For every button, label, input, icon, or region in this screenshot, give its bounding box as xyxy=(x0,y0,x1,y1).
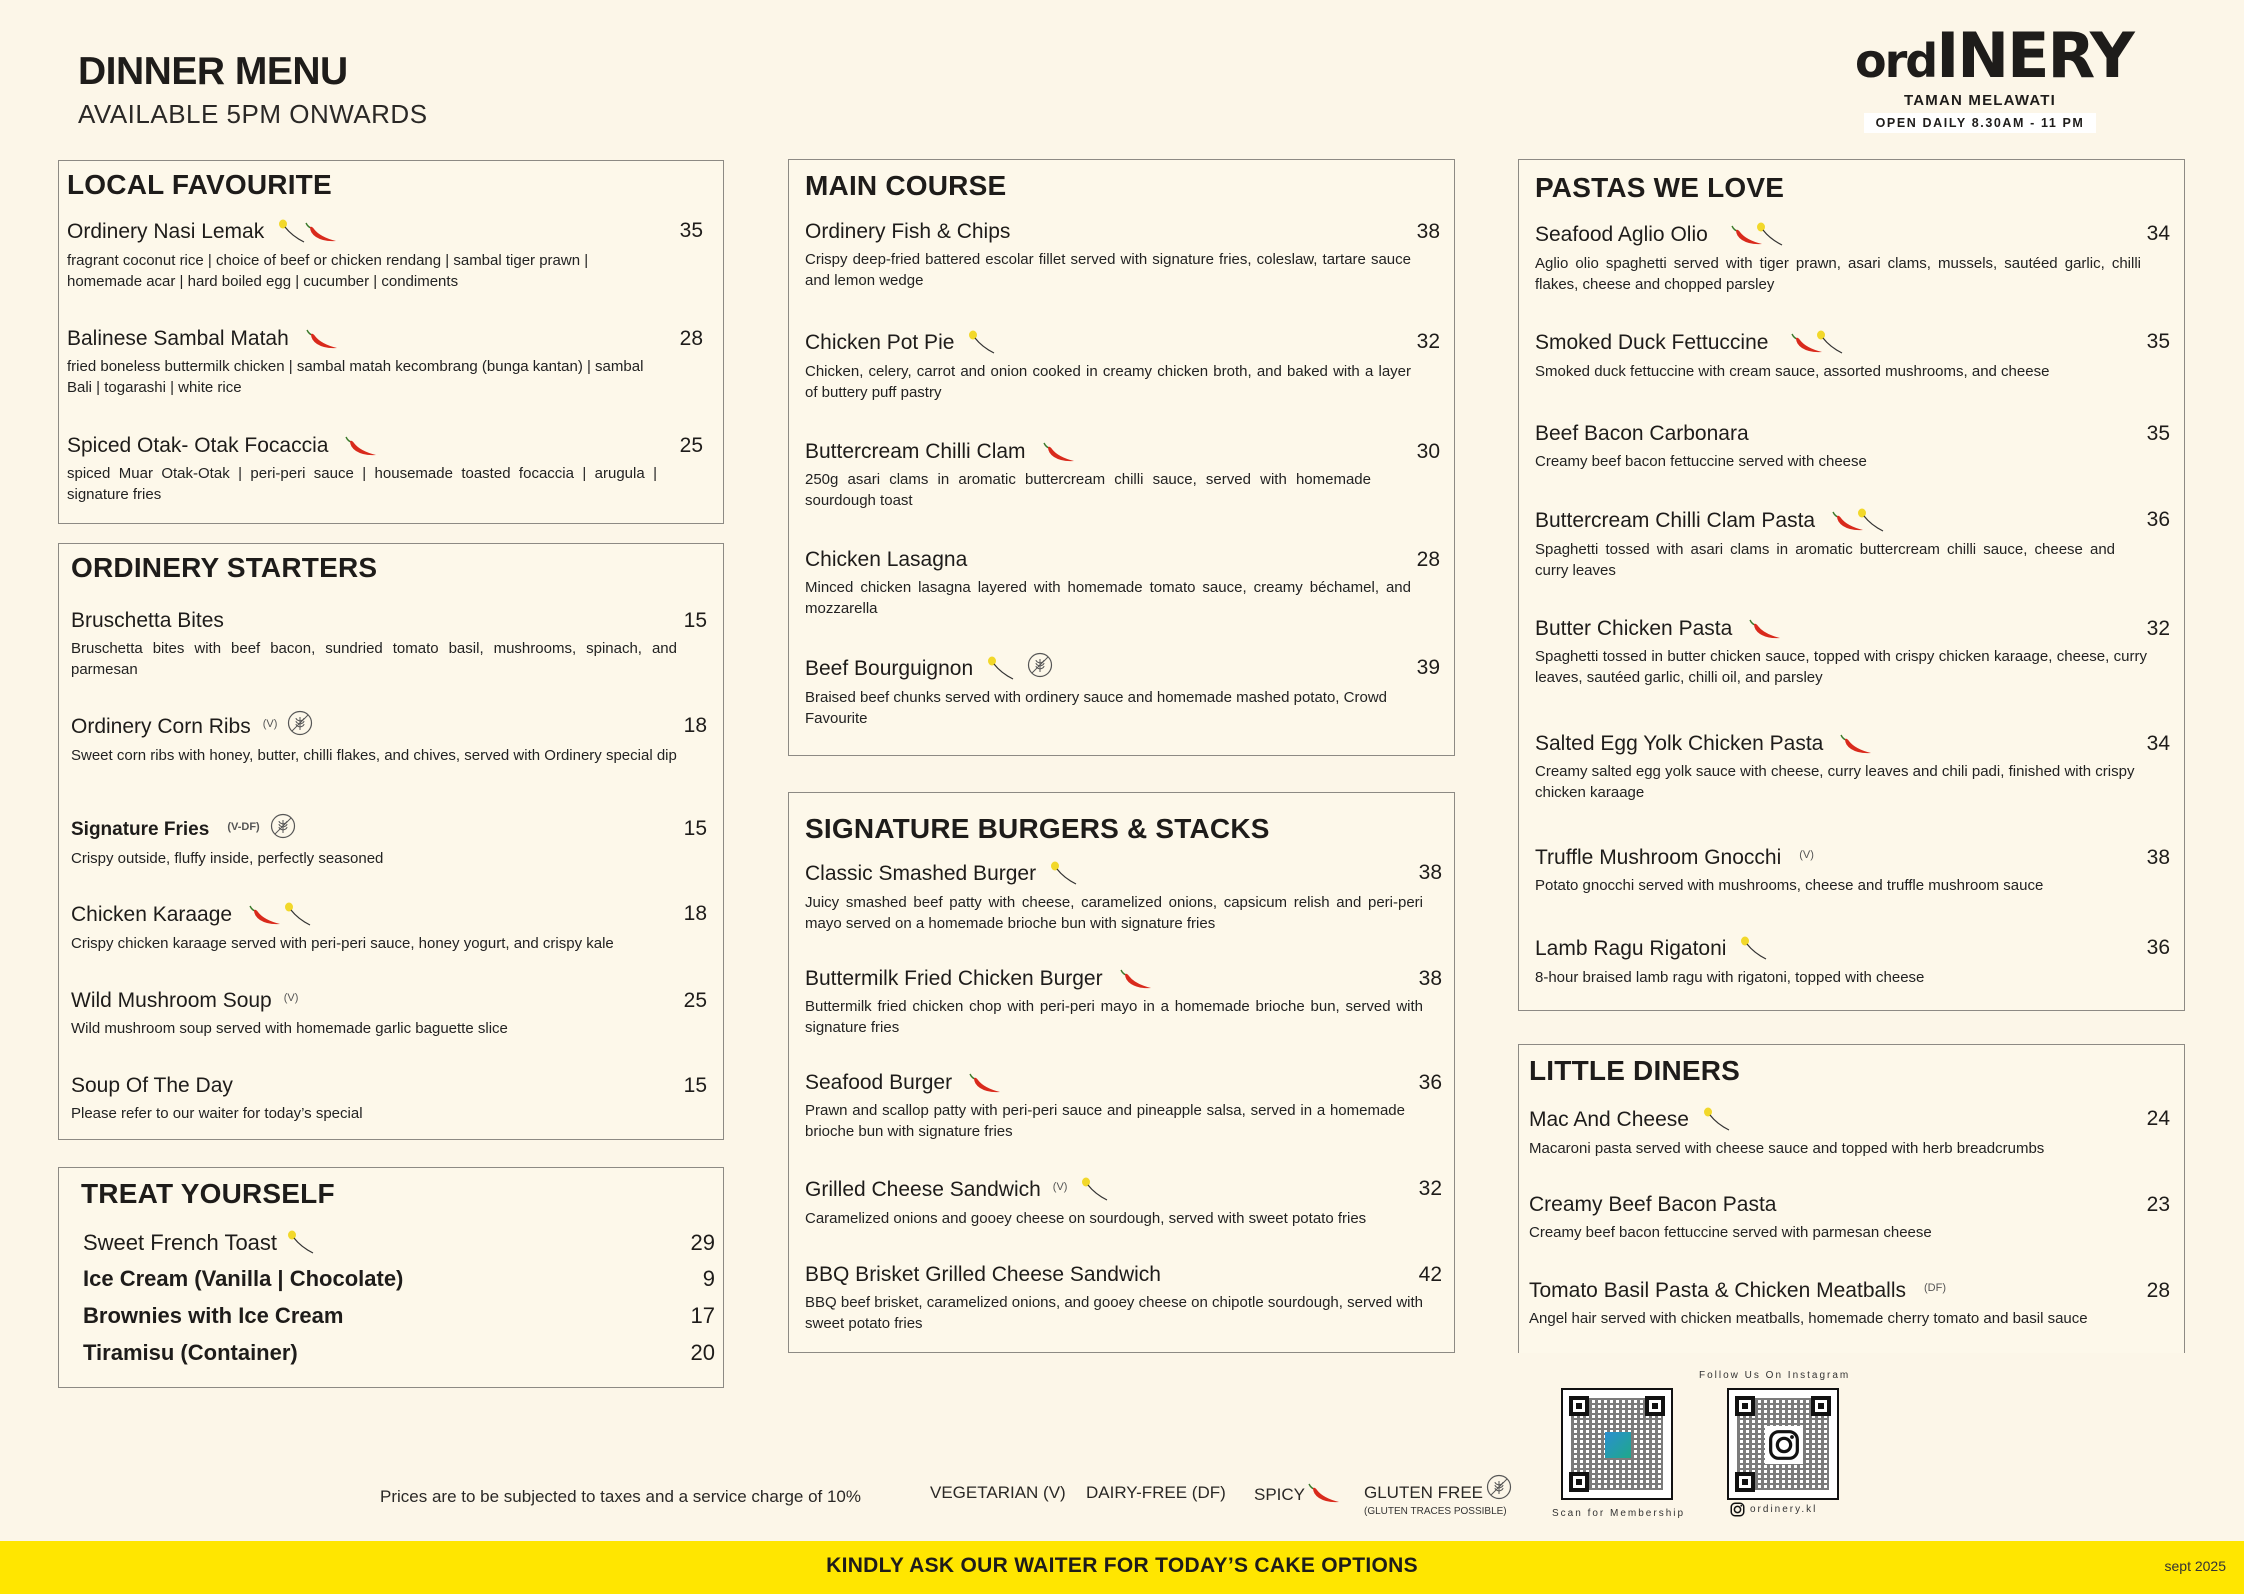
membership-app-logo xyxy=(1605,1432,1631,1458)
menu-item xyxy=(1535,617,2170,688)
item-price: 38 xyxy=(1418,861,1442,884)
mild-pepper-icon xyxy=(284,902,314,928)
item-description: BBQ beef brisket, caramelized onions, and gooey cheese on chipotle sourdough, served with sweet potato fries xyxy=(805,1294,1423,1332)
menu-item xyxy=(1529,1193,2170,1243)
item-price: 20 xyxy=(690,1340,715,1365)
section-title: LITTLE DINERS xyxy=(1529,1055,1741,1086)
item-name: Beef Bacon Carbonara xyxy=(1535,422,1749,445)
item-price: 17 xyxy=(690,1303,715,1328)
menu-item xyxy=(805,1071,1442,1142)
item-price: 39 xyxy=(1416,656,1440,679)
item-price: 35 xyxy=(2146,422,2170,445)
chilli-icon xyxy=(966,1071,1002,1095)
item-price: 42 xyxy=(1418,1263,1442,1286)
item-price: 32 xyxy=(2146,617,2170,640)
item-description: fragrant coconut rice | choice of beef or chicken rendang | sambal tiger prawn | homemade acar | hard boiled egg | cucumber | condiments xyxy=(67,252,589,290)
item-name: Ordinery Fish & Chips xyxy=(805,220,1011,243)
item-description: Creamy beef bacon fettuccine served with cheese xyxy=(1535,453,1867,470)
item-name: Sweet French Toast xyxy=(83,1230,278,1255)
item-price: 23 xyxy=(2146,1193,2170,1216)
item-price: 34 xyxy=(2146,732,2170,755)
item-description: Angel hair served with chicken meatballs, homemade cherry tomato and basil sauce xyxy=(1529,1310,2088,1327)
item-name: Seafood Burger xyxy=(805,1071,953,1094)
menu-item xyxy=(1535,846,2170,896)
banner-message: KINDLY ASK OUR WAITER FOR TODAY’S CAKE OPTIONS xyxy=(826,1554,1418,1577)
menu-item xyxy=(83,1303,715,1329)
section-local-favourite xyxy=(58,160,724,524)
gluten-free-icon xyxy=(287,710,313,736)
gluten-traces-note: (GLUTEN TRACES POSSIBLE) xyxy=(1364,1506,1507,1517)
item-price: 15 xyxy=(683,1074,707,1097)
section-title: LOCAL FAVOURITE xyxy=(67,169,332,200)
logo-wordmark: ordINERY xyxy=(1855,19,2133,92)
dietary-tag: (V-DF) xyxy=(227,821,260,833)
menu-item xyxy=(1535,732,2170,803)
item-description: fried boneless buttermilk chicken | sambal matah kecombrang (bunga kantan) | sambal Bali | togarashi | white rice xyxy=(67,358,644,396)
mild-pepper-icon xyxy=(287,1230,317,1256)
menu-item xyxy=(805,330,1440,403)
item-description: Chicken, celery, carrot and onion cooked in creamy chicken broth, and baked with a layer of buttery puff pastry xyxy=(805,363,1411,401)
gluten-free-icon xyxy=(1486,1474,1512,1500)
item-name: Chicken Karaage xyxy=(71,903,233,926)
dietary-tag: (V) xyxy=(262,718,278,730)
item-price: 38 xyxy=(1418,967,1442,990)
membership-qr-code[interactable] xyxy=(1561,1388,1673,1500)
menu-item xyxy=(805,656,1440,729)
item-price: 28 xyxy=(1416,548,1440,571)
item-price: 30 xyxy=(1416,440,1440,463)
item-name: Ordinery Nasi Lemak xyxy=(67,220,265,243)
menu-item xyxy=(83,1266,715,1292)
item-price: 18 xyxy=(683,714,707,737)
item-price: 35 xyxy=(679,219,703,242)
menu-item xyxy=(83,1340,715,1366)
legend-spicy: SPICY xyxy=(1254,1483,1341,1507)
menu-title: DINNER MENU xyxy=(78,50,348,93)
item-name: Buttermilk Fried Chicken Burger xyxy=(805,967,1103,990)
item-description: Aglio olio spaghetti served with tiger prawn, asari clams, mussels, sautéed garlic, chilli flakes, cheese and chopped parsley xyxy=(1535,255,2141,293)
instagram-qr-code[interactable] xyxy=(1727,1388,1839,1500)
item-name: Seafood Aglio Olio xyxy=(1535,223,1708,246)
section-title: SIGNATURE BURGERS & STACKS xyxy=(805,813,1270,844)
item-price: 38 xyxy=(1416,220,1440,243)
item-name: Buttercream Chilli Clam xyxy=(805,440,1026,463)
item-description: Please refer to our waiter for today’s special xyxy=(71,1105,363,1122)
item-description: Minced chicken lasagna layered with homemade tomato sauce, creamy béchamel, and mozzarella xyxy=(805,579,1411,617)
item-description: Buttermilk fried chicken chop with peri-peri mayo in a homemade brioche bun, served with signature fries xyxy=(805,998,1423,1036)
mild-pepper-icon xyxy=(1081,1177,1111,1203)
item-name: Tiramisu (Container) xyxy=(83,1340,298,1365)
item-description: Wild mushroom soup served with homemade garlic baguette slice xyxy=(71,1020,508,1037)
item-price: 36 xyxy=(2146,508,2170,531)
logo-location: TAMAN MELAWATI xyxy=(1903,92,2057,109)
item-price: 34 xyxy=(2146,222,2170,245)
item-description: spiced Muar Otak-Otak | peri-peri sauce | housemade toasted focaccia | arugula | signature fries xyxy=(67,465,657,503)
menu-item xyxy=(71,989,707,1039)
item-name: Soup Of The Day xyxy=(71,1074,233,1097)
menu-item xyxy=(71,714,707,766)
item-description: Prawn and scallop patty with peri-peri sauce and pineapple salsa, served in a homemade brioche bun with signature fries xyxy=(805,1102,1405,1140)
section-main-course xyxy=(788,159,1455,756)
item-name: Chicken Pot Pie xyxy=(805,331,955,354)
item-price: 25 xyxy=(679,434,703,457)
opening-hours: OPEN DAILY 8.30AM - 11 PM xyxy=(1864,113,2097,133)
section-title: MAIN COURSE xyxy=(805,170,1007,201)
item-name: Salted Egg Yolk Chicken Pasta xyxy=(1535,732,1824,755)
section-little-diners xyxy=(1518,1044,2185,1353)
item-price: 29 xyxy=(690,1230,715,1255)
section-title: TREAT YOURSELF xyxy=(81,1178,335,1209)
item-name: Tomato Basil Pasta & Chicken Meatballs xyxy=(1529,1279,1907,1302)
dietary-tag: (V) xyxy=(1052,1181,1068,1193)
menu-item xyxy=(71,1074,707,1124)
menu-item xyxy=(1529,1279,2170,1329)
legend-dairy-free: DAIRY-FREE (DF) xyxy=(1086,1483,1226,1502)
item-name: Buttercream Chilli Clam Pasta xyxy=(1535,509,1816,532)
mild-pepper-icon xyxy=(987,656,1017,682)
section-title: PASTAS WE LOVE xyxy=(1535,172,1785,203)
item-name: Creamy Beef Bacon Pasta xyxy=(1529,1193,1777,1216)
item-name: Truffle Mushroom Gnocchi xyxy=(1535,846,1782,869)
item-price: 36 xyxy=(1418,1071,1442,1094)
item-name: Bruschetta Bites xyxy=(71,609,224,632)
item-description: Smoked duck fettuccine with cream sauce, assorted mushrooms, and cheese xyxy=(1535,363,2050,380)
service-charge-note: Prices are to be subjected to taxes and a service charge of 10% xyxy=(380,1487,861,1506)
menu-item xyxy=(67,434,703,505)
mild-pepper-icon xyxy=(1050,861,1080,887)
menu-item xyxy=(71,817,707,869)
item-name: Lamb Ragu Rigatoni xyxy=(1535,937,1727,960)
legend-gluten-free: GLUTEN FREE xyxy=(1364,1475,1512,1503)
menu-item xyxy=(1535,330,2170,382)
chilli-icon xyxy=(246,903,282,927)
item-price: 32 xyxy=(1418,1177,1442,1200)
item-description: Creamy beef bacon fettuccine served with parmesan cheese xyxy=(1529,1224,1932,1241)
menu-item xyxy=(83,1230,715,1256)
item-name: Grilled Cheese Sandwich xyxy=(805,1178,1041,1201)
menu-item xyxy=(1535,936,2170,988)
item-description: Potato gnocchi served with mushrooms, cheese and truffle mushroom sauce xyxy=(1535,877,2044,894)
menu-subtitle: AVAILABLE 5PM ONWARDS xyxy=(78,99,428,129)
chilli-icon xyxy=(1040,440,1076,464)
legend-vegetarian: VEGETARIAN (V) xyxy=(930,1483,1066,1502)
brand-logo xyxy=(1855,19,2133,133)
chilli-icon xyxy=(1837,732,1873,756)
item-price: 15 xyxy=(683,817,707,840)
item-description: Creamy salted egg yolk sauce with cheese, curry leaves and chili padi, finished with crispy chicken karaage xyxy=(1535,763,2135,801)
menu-item xyxy=(71,902,707,954)
menu-item xyxy=(1535,222,2170,295)
item-name: Spiced Otak- Otak Focaccia xyxy=(67,434,329,457)
gluten-free-icon xyxy=(1027,652,1053,678)
item-description: Crispy deep-fried battered escolar fillet served with signature fries, coleslaw, tartare sauce and lemon wedge xyxy=(805,251,1411,289)
mild-pepper-icon xyxy=(1857,508,1887,534)
item-price: 24 xyxy=(2146,1107,2170,1130)
menu-item xyxy=(67,327,703,398)
dietary-tag: (V) xyxy=(1799,849,1814,861)
chilli-icon xyxy=(1746,617,1782,641)
mild-pepper-icon xyxy=(1756,222,1786,248)
chilli-icon xyxy=(302,220,338,244)
chilli-icon xyxy=(342,434,378,458)
item-price: 32 xyxy=(1416,330,1440,353)
section-signature-burgers xyxy=(788,792,1455,1353)
item-price: 28 xyxy=(2146,1279,2170,1302)
section-treat-yourself xyxy=(58,1167,724,1388)
item-name: Smoked Duck Fettuccine xyxy=(1535,331,1769,354)
item-description: Crispy outside, fluffy inside, perfectly seasoned xyxy=(71,850,384,867)
menu-item xyxy=(1535,508,2170,581)
dessert-list xyxy=(83,1230,715,1380)
instagram-icon xyxy=(1730,1502,1745,1517)
menu-item xyxy=(71,609,707,680)
menu-item xyxy=(1535,422,2170,472)
item-name: Brownies with Ice Cream xyxy=(83,1303,344,1328)
menu-item xyxy=(805,440,1440,511)
item-name: Wild Mushroom Soup xyxy=(71,989,272,1012)
item-price: 38 xyxy=(2146,846,2170,869)
mild-pepper-icon xyxy=(968,330,998,356)
item-description: 8-hour braised lamb ragu with rigatoni, topped with cheese xyxy=(1535,969,1925,986)
item-description: Sweet corn ribs with honey, butter, chilli flakes, and chives, served with Ordinery special dip xyxy=(71,747,677,764)
item-name: Balinese Sambal Matah xyxy=(67,327,289,350)
item-name: Beef Bourguignon xyxy=(805,657,974,680)
menu-item xyxy=(1529,1107,2170,1159)
menu-item xyxy=(805,861,1442,934)
item-name: Signature Fries xyxy=(71,819,210,840)
item-price: 9 xyxy=(702,1266,715,1291)
item-name: Classic Smashed Burger xyxy=(805,862,1037,885)
instagram-handle[interactable]: ordinery.kl xyxy=(1730,1502,1817,1517)
item-name: Butter Chicken Pasta xyxy=(1535,617,1733,640)
item-price: 15 xyxy=(683,609,707,632)
dietary-tag: (DF) xyxy=(1924,1282,1947,1294)
menu-item xyxy=(805,1177,1442,1229)
cake-options-banner xyxy=(0,1541,2244,1594)
item-description: Spaghetti tossed with asari clams in aromatic buttercream chilli sauce, cheese and curry leaves xyxy=(1535,541,2115,579)
dietary-tag: (V) xyxy=(283,992,299,1004)
item-name: Mac And Cheese xyxy=(1529,1108,1689,1131)
mild-pepper-icon xyxy=(1816,330,1846,356)
chilli-icon xyxy=(1117,967,1153,991)
chilli-icon xyxy=(1305,1481,1341,1505)
gluten-free-icon xyxy=(270,813,296,839)
item-description: Bruschetta bites with beef bacon, sundried tomato basil, mushrooms, spinach, and parmesan xyxy=(71,640,677,678)
item-price: 36 xyxy=(2146,936,2170,959)
menu-item xyxy=(67,219,703,292)
item-price: 35 xyxy=(2146,330,2170,353)
item-description: Caramelized onions and gooey cheese on sourdough, served with sweet potato fries xyxy=(805,1210,1367,1227)
item-name: Ice Cream (Vanilla | Chocolate) xyxy=(83,1266,404,1291)
menu-date: sept 2025 xyxy=(2164,1558,2226,1574)
item-description: Juicy smashed beef patty with cheese, caramelized onions, capsicum relish and peri-peri mayo served on a homemade brioche bun with signature fries xyxy=(805,894,1423,932)
item-price: 25 xyxy=(683,989,707,1012)
membership-caption: Scan for Membership xyxy=(1552,1508,1686,1519)
section-title: ORDINERY STARTERS xyxy=(71,552,378,583)
menu-item xyxy=(805,967,1442,1038)
item-name: Ordinery Corn Ribs xyxy=(71,715,251,738)
item-description: Spaghetti tossed in butter chicken sauce, topped with crispy chicken karaage, cheese, curry leaves, sautéed garlic, chilli oil, and parsley xyxy=(1535,648,2147,686)
item-description: Macaroni pasta served with cheese sauce and topped with herb breadcrumbs xyxy=(1529,1140,2045,1157)
item-description: Crispy chicken karaage served with peri-peri sauce, honey yogurt, and crispy kale xyxy=(71,935,614,952)
item-price: 18 xyxy=(683,902,707,925)
menu-item xyxy=(805,548,1440,619)
mild-pepper-icon xyxy=(1740,936,1770,962)
instagram-heading: Follow Us On Instagram xyxy=(1699,1370,1851,1381)
item-description: 250g asari clams in aromatic buttercream chilli sauce, served with homemade sourdough toast xyxy=(805,471,1371,509)
item-name: Chicken Lasagna xyxy=(805,548,968,571)
chilli-icon xyxy=(303,327,339,351)
item-name: BBQ Brisket Grilled Cheese Sandwich xyxy=(805,1263,1161,1286)
instagram-icon xyxy=(1768,1429,1800,1461)
item-description: Braised beef chunks served with ordinery sauce and homemade mashed potato, Crowd Favourite xyxy=(805,689,1387,727)
section-ordinery-starters xyxy=(58,543,724,1140)
item-price: 28 xyxy=(679,327,703,350)
mild-pepper-icon xyxy=(1703,1107,1733,1133)
menu-item xyxy=(805,1263,1442,1334)
section-pastas-we-love xyxy=(1518,159,2185,1011)
menu-item xyxy=(805,220,1440,291)
